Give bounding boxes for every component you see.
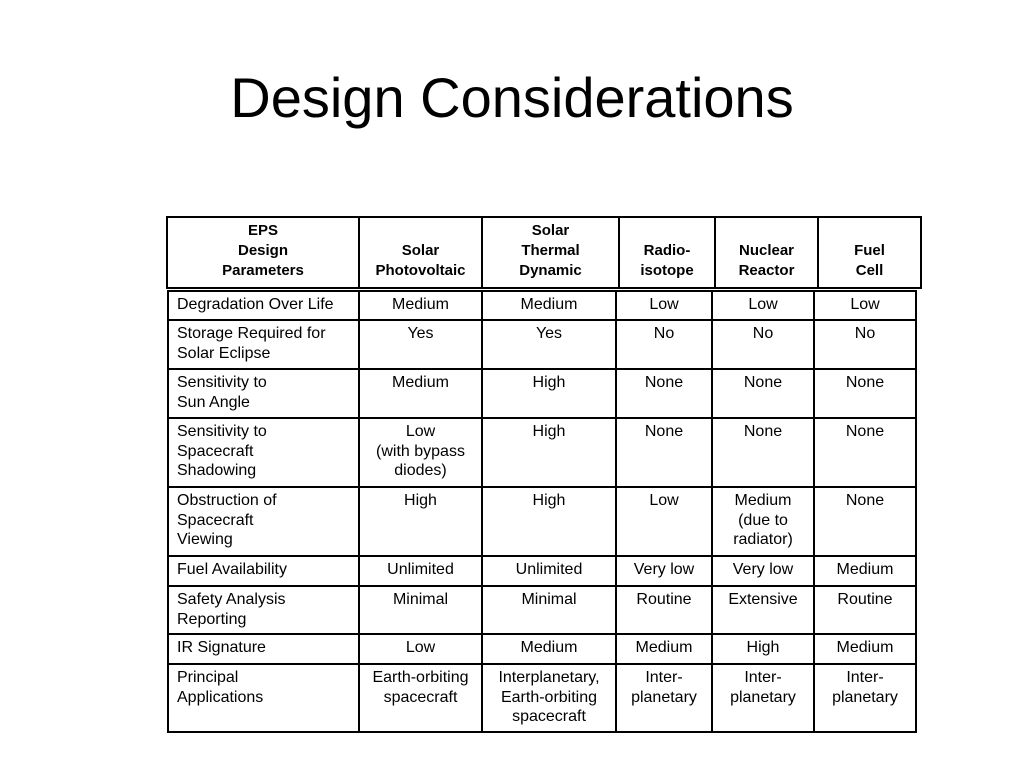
value-cell <box>814 487 916 556</box>
cell-line: Medium <box>836 639 894 656</box>
cell-line: planetary <box>631 688 697 706</box>
value-cell <box>616 556 712 586</box>
cell-line: Storage Required for <box>177 325 326 342</box>
cell-line: High <box>532 374 566 391</box>
cell-line: Solar <box>401 242 440 259</box>
cell-line: planetary <box>832 688 898 706</box>
parameter-cell <box>168 291 359 320</box>
cell-line: Reactor <box>738 262 795 279</box>
table-row <box>168 418 916 487</box>
design-parameters-table <box>167 290 917 733</box>
cell-line: Medium <box>520 296 578 313</box>
value-cell <box>359 487 482 556</box>
cell-line: Yes <box>407 325 434 342</box>
cell-line: No <box>653 325 675 342</box>
cell-line: Fuel <box>854 242 885 259</box>
cell-line: Inter- <box>645 669 683 686</box>
cell-line: Principal <box>177 669 239 686</box>
cell-line: No <box>752 325 774 342</box>
cell-line: No <box>854 325 876 342</box>
table-row <box>168 586 916 634</box>
cell-line: Medium <box>734 492 792 509</box>
cell-line: None <box>644 374 684 391</box>
cell-line: Inter- <box>744 669 782 686</box>
cell-line: Spacecraft <box>177 442 254 460</box>
cell-line: Unlimited <box>515 561 583 578</box>
cell-line: Dynamic <box>519 262 582 279</box>
value-cell <box>814 418 916 487</box>
parameter-cell <box>168 369 359 418</box>
value-cell <box>814 634 916 664</box>
cell-line: Sensitivity to <box>177 374 267 391</box>
table-row <box>168 634 916 664</box>
cell-line: Earth-orbiting <box>500 688 598 706</box>
value-cell <box>616 586 712 634</box>
cell-line: Minimal <box>392 591 449 608</box>
cell-line: Low <box>649 296 679 313</box>
cell-line: (with bypass <box>376 442 465 460</box>
cell-line: Fuel Availability <box>177 561 287 578</box>
cell-line: isotope <box>640 262 694 279</box>
header-column-cell <box>359 217 482 288</box>
value-cell <box>814 556 916 586</box>
cell-line: Yes <box>535 325 563 342</box>
cell-line: Inter- <box>846 669 884 686</box>
cell-line: High <box>532 423 566 440</box>
cell-line: Low <box>850 296 880 313</box>
parameter-cell <box>168 664 359 732</box>
cell-line: planetary <box>730 688 796 706</box>
cell-line: Cell <box>855 262 884 279</box>
value-cell <box>482 664 616 732</box>
cell-line: Unlimited <box>387 561 454 578</box>
parameter-cell <box>168 320 359 369</box>
cell-line: Degradation Over Life <box>177 296 334 313</box>
cell-line: Sensitivity to <box>177 423 267 440</box>
value-cell <box>482 487 616 556</box>
header-column-cell <box>715 217 818 288</box>
value-cell <box>616 291 712 320</box>
value-cell <box>359 369 482 418</box>
parameter-cell <box>168 556 359 586</box>
value-cell <box>616 320 712 369</box>
value-cell <box>359 586 482 634</box>
cell-line: Low <box>405 423 436 440</box>
value-cell <box>482 369 616 418</box>
value-cell <box>482 634 616 664</box>
cell-line: Spacecraft <box>177 511 254 529</box>
cell-line: Nuclear <box>738 242 795 259</box>
cell-line: Shadowing <box>177 462 257 479</box>
cell-line: radiator) <box>733 531 793 548</box>
cell-line: None <box>845 374 885 391</box>
cell-line: Safety Analysis <box>177 591 286 608</box>
cell-line: Minimal <box>521 591 577 608</box>
cell-line: Parameters <box>222 262 304 279</box>
cell-line: (due to <box>738 511 788 529</box>
cell-line: spacecraft <box>512 708 586 725</box>
value-cell <box>359 320 482 369</box>
parameter-cell <box>168 487 359 556</box>
parameter-cell <box>168 586 359 634</box>
cell-line: Routine <box>636 591 692 608</box>
value-cell <box>814 320 916 369</box>
cell-line: spacecraft <box>383 688 458 706</box>
header-column-cell <box>482 217 619 288</box>
cell-line: IR Signature <box>177 639 266 656</box>
value-cell <box>616 664 712 732</box>
value-cell <box>712 369 814 418</box>
value-cell <box>712 418 814 487</box>
table-row <box>168 664 916 732</box>
value-cell <box>359 291 482 320</box>
cell-line: None <box>845 492 885 509</box>
value-cell <box>482 586 616 634</box>
value-cell <box>359 556 482 586</box>
cell-line: None <box>743 423 783 440</box>
cell-line: Solar <box>531 222 570 239</box>
value-cell <box>359 664 482 732</box>
cell-line: Low <box>405 639 436 656</box>
value-cell <box>482 320 616 369</box>
cell-line: Interplanetary, <box>498 669 600 686</box>
slide-title: Design Considerations <box>230 66 794 129</box>
value-cell <box>616 634 712 664</box>
value-cell <box>359 418 482 487</box>
cell-line: Routine <box>837 591 893 608</box>
table-header <box>166 216 922 289</box>
cell-line: Medium <box>635 639 693 656</box>
value-cell <box>712 634 814 664</box>
cell-line: Medium <box>836 561 894 578</box>
cell-line: Very low <box>732 561 794 578</box>
cell-line: Medium <box>520 639 578 656</box>
cell-line: High <box>746 639 780 656</box>
cell-line: Reporting <box>177 610 247 628</box>
table-row <box>168 369 916 418</box>
cell-line: Low <box>649 492 679 509</box>
cell-line: Earth-orbiting <box>372 669 469 686</box>
cell-line: High <box>404 492 437 509</box>
cell-line: High <box>532 492 566 509</box>
cell-line: Low <box>748 296 778 313</box>
cell-line: Viewing <box>177 531 233 548</box>
cell-line: None <box>845 423 885 440</box>
value-cell <box>712 320 814 369</box>
cell-line: EPS <box>247 222 278 239</box>
table-row <box>168 291 916 320</box>
value-cell <box>616 418 712 487</box>
value-cell <box>616 369 712 418</box>
cell-line: Very low <box>633 561 695 578</box>
cell-line: Obstruction of <box>177 492 277 509</box>
cell-line: Medium <box>392 296 449 313</box>
header-parameter-cell <box>167 217 359 288</box>
value-cell <box>712 664 814 732</box>
value-cell <box>616 487 712 556</box>
header-row <box>167 217 921 288</box>
cell-line: Extensive <box>728 591 798 608</box>
value-cell <box>712 487 814 556</box>
value-cell <box>712 586 814 634</box>
value-cell <box>814 664 916 732</box>
parameter-cell <box>168 418 359 487</box>
cell-line: Radio- <box>643 242 691 259</box>
cell-line: Photovoltaic <box>375 262 466 279</box>
header-column-cell <box>818 217 921 288</box>
table-row <box>168 556 916 586</box>
cell-line: Medium <box>392 374 449 391</box>
table-row <box>168 320 916 369</box>
value-cell <box>814 369 916 418</box>
cell-line: None <box>743 374 783 391</box>
cell-line: Applications <box>177 688 264 706</box>
value-cell <box>712 291 814 320</box>
cell-line: Design <box>237 242 288 259</box>
value-cell <box>482 291 616 320</box>
cell-line: None <box>644 423 684 440</box>
value-cell <box>482 556 616 586</box>
table-row <box>168 487 916 556</box>
value-cell <box>712 556 814 586</box>
value-cell <box>814 291 916 320</box>
value-cell <box>814 586 916 634</box>
parameter-cell <box>168 634 359 664</box>
cell-line: Solar Eclipse <box>177 344 271 362</box>
value-cell <box>359 634 482 664</box>
cell-line: diodes) <box>394 462 447 479</box>
cell-line: Sun Angle <box>177 393 250 411</box>
header-column-cell <box>619 217 715 288</box>
value-cell <box>482 418 616 487</box>
cell-line: Thermal <box>521 242 580 259</box>
